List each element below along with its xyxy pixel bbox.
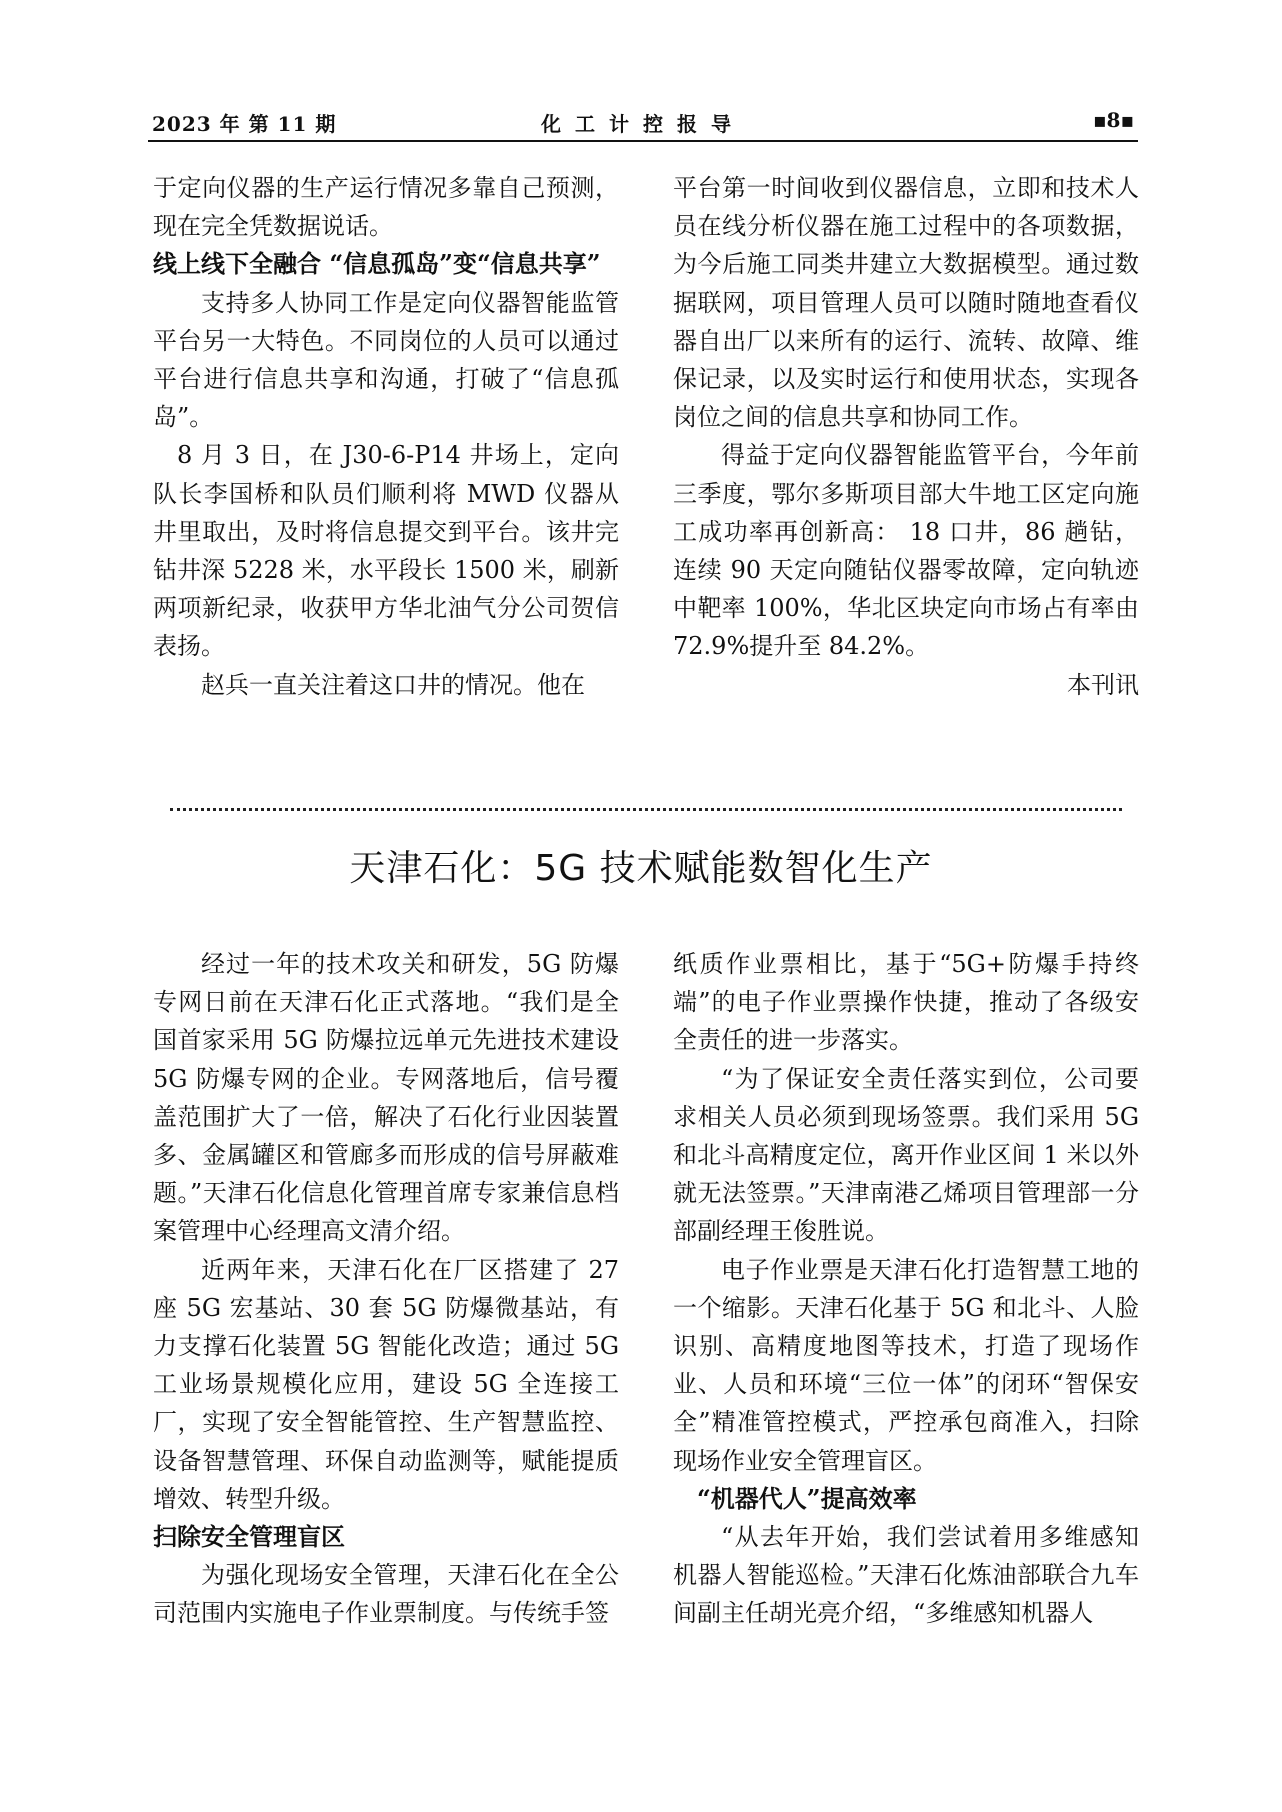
paragraph: “为了保证安全责任落实到位，公司要求相关人员必须到现场签票。我们采用 5G 和北斗高精度定位，离开作业区间 1 米以外就无法签票。”天津南港乙烯项目管理部一分部副经理王俊胜说。 [673,1064,1139,1246]
section-heading: 扫除安全管理盲区 [153,1522,345,1552]
article2-column-left [153,945,619,1633]
article2-column-right [673,945,1139,1633]
section-heading: “机器代人”提高效率 [697,1483,917,1513]
paragraph: 赵兵一直关注着这口井的情况。他在 [201,670,585,699]
article1-column-right [673,169,1139,704]
paragraph: 于定向仪器的生产运行情况多靠自己预测，现在完全凭数据说话。 [153,174,619,241]
paragraph: 8 月 3 日，在 J30-6-P14 井场上，定向队长李国桥和队员们顺利将 MWD 仪器从井里取出，及时将信息提交到平台。该井完钻井深 5228 米，水平段长 1500 米，刷新两项新纪录，收获甲方华北油气分公司贺信表扬。 [153,441,619,661]
paragraph: “从去年开始，我们尝试着用多维感知机器人智能巡检。”天津石化炼油部联合九车间副主任胡光亮介绍，“多维感知机器人 [673,1523,1139,1628]
paragraph: 为强化现场安全管理，天津石化在全公司范围内实施电子作业票制度。与传统手签 [153,1561,619,1628]
paragraph: 近两年来，天津石化在厂区搭建了 27 座 5G 宏基站、30 套 5G 防爆微基站，有力支撑石化装置 5G 智能化改造；通过 5G 工业场景规模化应用，建设 5G 全连接工厂，实现了安全智能管控、生产智慧监控、设备智慧管理、环保自动监测等，赋能提质增效、转型升级。 [153,1255,619,1513]
paragraph: 支持多人协同工作是定向仪器智能监管平台另一大特色。不同岗位的人员可以通过平台进行信息共享和沟通，打破了“信息孤岛”。 [153,288,619,432]
issue-label: 2023 年 第 11 期 [152,112,337,136]
page-number: ▪8▪ [1092,108,1134,132]
paragraph: 经过一年的技术攻关和研发，5G 防爆专网日前在天津石化正式落地。“我们是全国首家采用 5G 防爆拉远单元先进技术建设 5G 防爆专网的企业。专网落地后，信号覆盖范围扩大了一倍，解决了石化行业因装置多、金属罐区和管廊多而形成的信号屏蔽难题。”天津石化信息化管理首席专家兼信息档案管理中心经理高文清介绍。 [153,950,619,1246]
paragraph: 得益于定向仪器智能监管平台，今年前三季度，鄂尔多斯项目部大牛地工区定向施工成功率再创新高： 18 口井，86 趟钻，连续 90 天定向随钻仪器零故障，定向轨迹中靶率 100%，华北区块定向市场占有率由 72.9%提升至 84.2%。 [673,441,1139,661]
journal-name: 化工计控报导 [541,112,745,136]
running-header [148,104,1138,142]
paragraph: 纸质作业票相比，基于“5G+防爆手持终端”的电子作业票操作快捷，推动了各级安全责任的进一步落实。 [673,950,1139,1055]
paragraph: 平台第一时间收到仪器信息，立即和技术人员在线分析仪器在施工过程中的各项数据，为今后施工同类井建立大数据模型。通过数据联网，项目管理人员可以随时随地查看仪器自出厂以来所有的运行、流转、故障、维保记录，以及实时运行和使用状态，实现各岗位之间的信息共享和协同工作。 [673,174,1139,432]
section-heading: 线上线下全融合 “信息孤岛”变“信息共享” [153,249,601,279]
section-divider [170,808,1122,811]
article-title: 天津石化：5G 技术赋能数智化生产 [349,848,933,889]
byline: 本刊讯 [1067,670,1139,699]
article1-column-left [153,169,619,704]
paragraph: 电子作业票是天津石化打造智慧工地的一个缩影。天津石化基于 5G 和北斗、人脸识别、高精度地图等技术，打造了现场作业、人员和环境“三位一体”的闭环“智保安全”精准管控模式，严控承包商准入，扫除现场作业安全管理盲区。 [673,1255,1139,1475]
